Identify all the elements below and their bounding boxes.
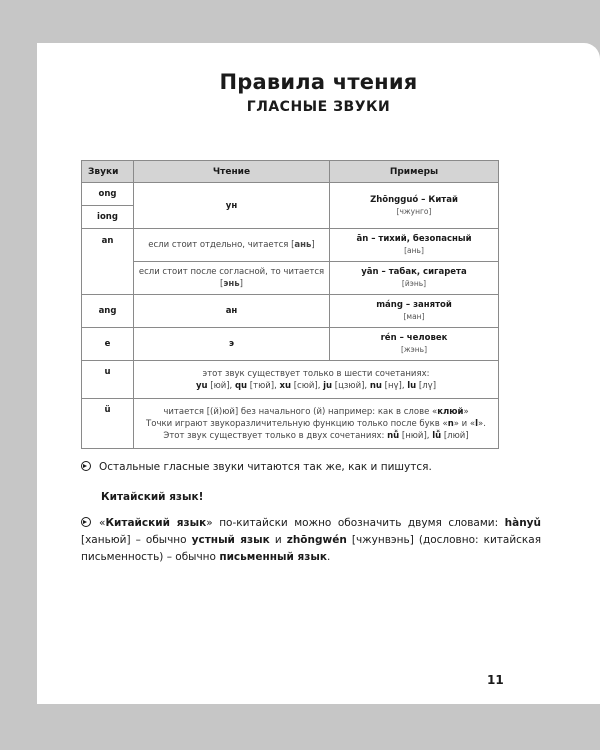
u-rule-text: этот звук существует только в шести сочетаниях: [202,368,430,379]
example-cell [330,229,499,262]
u-combinations: yu [юй], qu [тюй], xu [сюй], ju [цзюй], nu [нү], lu [лү] [195,380,437,391]
reading-cell: ан [134,295,330,328]
table-row [82,229,499,262]
example-transcription: [ань] [404,246,424,255]
header-sounds: Звуки [82,161,134,183]
example-transcription: [ман] [403,312,425,321]
table-header-row [82,161,499,183]
example-word: ān – тихий, безопасный [356,234,472,244]
sound-cell: ong [82,183,134,206]
example-transcription: [йэнь] [401,279,427,288]
table-row [82,399,499,449]
sound-cell: e [82,328,134,361]
page-sheet [37,43,600,704]
table-row [82,183,499,206]
reading-cell: э [134,328,330,361]
uu-rule-line-2: Точки играют звукоразличительную функцию только после букв «n» и «l». [146,418,486,429]
page-subtitle: ГЛАСНЫЕ ЗВУКИ [246,99,391,115]
sound-cell: an [82,229,134,295]
sound-cell: u [82,361,134,399]
section-heading: Китайский язык! [101,491,204,503]
example-cell [330,262,499,295]
bullet-note: Остальные гласные звуки читаются так же, как и пишутся. [81,459,541,476]
table-row [82,295,499,328]
example-word: máng – занятой [376,300,452,310]
reading-cell: если стоит после согласной, то читается [энь] [134,262,330,295]
header-reading: Чтение [134,161,330,183]
reading-cell: если стоит отдельно, читается [ань] [134,229,330,262]
uu-rule-line-1: читается [(й)юй] без начального (й) например: как в слове «клюй» [163,406,469,417]
example-word: Zhōngguó – Китай [370,194,458,205]
example-word: yān – табак, сигарета [361,267,467,277]
sound-cell: iong [82,206,134,229]
table-row [82,262,499,295]
circle-arrow-icon [81,461,91,471]
table-row [82,361,499,399]
page-title: Правила чтения [219,70,418,94]
example-transcription: [жэнь] [400,345,428,354]
sound-cell: ang [82,295,134,328]
reading-cell [134,361,499,399]
reading-rules-table [81,160,499,449]
bottom-margin [37,704,600,750]
reading-cell: ун [134,183,330,229]
example-word: rén – человек [380,333,448,343]
circle-arrow-icon [81,517,91,527]
uu-rule-line-3: Этот звук существует только в двух сочетаниях: nǚ [нюй], lǚ [люй] [163,430,469,441]
example-cell [330,328,499,361]
page-number: 11 [487,673,504,687]
reading-cell [134,399,499,449]
table-row [82,328,499,361]
header-examples: Примеры [330,161,499,183]
example-transcription: [чжунго] [396,206,432,216]
example-cell [330,183,499,229]
example-cell [330,295,499,328]
sound-cell: ü [82,399,134,449]
paragraph-chinese-language: «Китайский язык» по-китайски можно обозначить двумя словами: hànyǔ [ханьюй] – обычно устный язык и zhōngwén [чжунвэнь] (дословно: китайская письменность) – обычно письменный язык. [81,517,542,563]
